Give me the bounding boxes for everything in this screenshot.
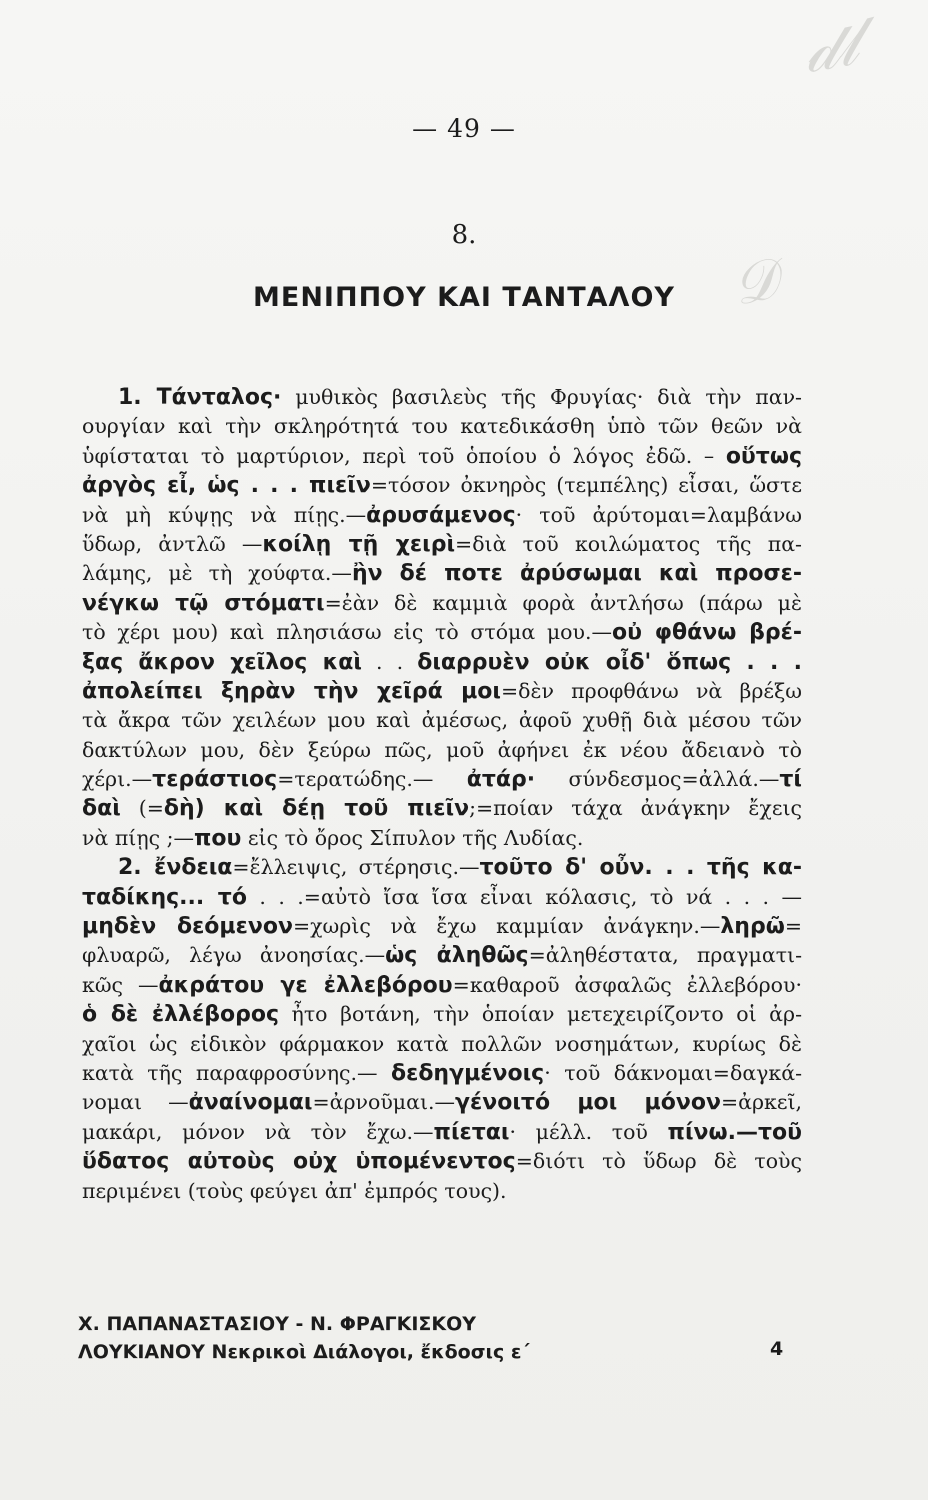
lemma-term: ξας ἄκρον χεῖλος καὶ — [82, 649, 362, 675]
commentary-text — [82, 383, 802, 1206]
gloss-text: =διὰ τοῦ κοιλώματος τῆς πα- — [455, 531, 802, 556]
gloss-text: =τερατώδης.— — [277, 767, 467, 792]
gloss-text: · μέλλ. τοῦ — [509, 1119, 668, 1144]
text-line — [82, 971, 802, 1000]
gloss-text: χαῖοι ὡς εἰδικὸν φάρμακον κατὰ πολλῶν νοσημάτων, κυρίως δὲ — [82, 1031, 802, 1056]
gloss-text: κῶς — — [82, 972, 159, 997]
lemma-term: δαὶ — [82, 796, 121, 822]
text-line — [82, 1088, 802, 1117]
text-line — [82, 1059, 802, 1088]
text-line — [82, 794, 802, 823]
gloss-text: ;=ποίαν τάχα ἀνάγκην ἔχεις — [469, 796, 802, 821]
lemma-term: ἀργὸς εἶ, ὡς . . . πιεῖν — [82, 473, 371, 499]
gloss-text: ουργίαν καὶ τὴν σκληρότητά του κατεδικάσθη ὑπὸ τῶν θεῶν νὰ — [82, 414, 802, 439]
signature-number: 4 — [770, 1338, 784, 1360]
text-line — [82, 941, 802, 970]
lemma-term: κοίλῃ τῇ χειρὶ — [262, 531, 456, 557]
gloss-text: λάμης, μὲ τὴ χούφτα.— — [82, 561, 352, 586]
text-line — [82, 1030, 802, 1059]
lemma-term: ἀτάρ· — [466, 767, 536, 793]
footer-book-title: ΛΟΥΚΙΑΝΟΥ Νεκρικοὶ Διάλογοι, ἔκδοσις ε΄ — [78, 1341, 530, 1363]
lemma-term: ὁ δὲ ἐλλέβορος — [82, 1002, 279, 1028]
text-line — [82, 589, 802, 618]
text-line — [82, 677, 802, 706]
lemma-term: ἀναίνομαι — [188, 1090, 313, 1116]
text-line — [82, 912, 802, 941]
text-line — [82, 471, 802, 500]
lemma-term: ἀρυσάμενος — [366, 502, 516, 528]
bleed-through-signature: 𝒹𝓁 — [798, 5, 865, 89]
gloss-text: · τοῦ δάκνομαι=δαγκά- — [544, 1060, 802, 1085]
gloss-text: =τόσον ὀκνηρὸς (τεμπέλης) εἶσαι, ὥστε — [370, 473, 802, 498]
lemma-term: δεδηγμένοις — [390, 1060, 545, 1086]
gloss-text: · τοῦ ἀρύτομαι=λαμβάνω — [515, 502, 802, 527]
gloss-text: φλυαρῶ, λέγω ἀνοησίας.— — [82, 943, 386, 968]
bleed-through-mark: 𝒟 — [726, 246, 785, 319]
lemma-term: ἀκράτου γε ἐλλεβόρου — [158, 972, 453, 998]
gloss-text: . . .=αὐτὸ ἴσα ἴσα εἶναι κόλασις, τὸ νά . . . — — [246, 884, 802, 909]
gloss-text: νὰ πίῃς ;— — [82, 825, 195, 850]
lemma-term: τοῦτο δ' οὖν. . . τῆς κα- — [479, 855, 802, 881]
text-line — [82, 412, 802, 441]
lemma-term: ὕδατος αὐτοὺς οὐχ ὑπομένεντος — [82, 1149, 516, 1175]
gloss-text: ἦτο βοτάνη, τὴν ὁποίαν μετεχειρίζοντο οἱ ἀρ- — [279, 1002, 802, 1027]
text-line — [82, 883, 802, 912]
lemma-term: διαρρυὲν οὐκ οἶδ' ὅπως . . . — [417, 649, 802, 675]
gloss-text: ὕδωρ, ἀντλῶ — — [82, 531, 263, 556]
text-line — [82, 648, 802, 677]
gloss-text: =ἀρνοῦμαι.— — [312, 1090, 455, 1115]
gloss-text: χέρι.— — [82, 767, 153, 792]
gloss-text: =ἔλλειψις, στέρησις.— — [232, 855, 480, 880]
text-line — [82, 853, 802, 882]
lemma-term: ὡς ἀληθῶς — [385, 943, 529, 969]
gloss-text: =ἀρκεῖ, — [720, 1090, 802, 1115]
gloss-text: σύνδεσμος=ἀλλά.— — [535, 767, 780, 792]
lemma-term: οὕτως — [725, 443, 802, 469]
text-line — [82, 824, 802, 853]
gloss-text: = — [784, 914, 802, 939]
text-line — [82, 1147, 802, 1176]
gloss-text: μακάρι, μόνον νὰ τὸν ἔχω.— — [82, 1119, 434, 1144]
lemma-term: μηδὲν δεόμενον — [82, 914, 293, 940]
page-number: — 49 — — [412, 114, 516, 143]
text-line — [82, 736, 802, 765]
lemma-term: δὴ) καὶ δέῃ τοῦ πιεῖν — [163, 796, 470, 822]
text-line — [82, 765, 802, 794]
gloss-text: κατὰ τῆς παραφροσύνης.— — [82, 1060, 391, 1085]
text-line — [82, 501, 802, 530]
gloss-text: =καθαροῦ ἀσφαλῶς ἐλλεβόρου· — [452, 972, 802, 997]
gloss-text: τὸ χέρι μου) καὶ πλησιάσω εἰς τὸ στόμα μου.— — [82, 620, 612, 645]
lemma-term: οὐ φθάνω βρέ- — [612, 620, 802, 646]
lemma-term: τί — [779, 767, 802, 793]
lemma-term: νέγκω τῷ στόματι — [82, 590, 325, 616]
text-line — [82, 1118, 802, 1147]
gloss-text: =ἐὰν δὲ καμμιὰ φορὰ ἀντλήσω (πάρω μὲ — [324, 590, 802, 615]
text-line — [82, 618, 802, 647]
lemma-term: τεράστιος — [152, 767, 278, 793]
lemma-term: ἀπολείπει ξηρὰν τὴν χεῖρά μοι — [82, 678, 501, 704]
text-line — [82, 559, 802, 588]
gloss-text: εἰς τὸ ὄρος Σίπυλον τῆς Λυδίας. — [241, 825, 584, 850]
lemma-term: ταδίκης... τό — [82, 884, 247, 910]
lemma-term: γένοιτό μοι μόνον — [455, 1090, 721, 1116]
footer-authors: Χ. ΠΑΠΑΝΑΣΤΑΣΙΟΥ - Ν. ΦΡΑΓΚΙΣΚΟΥ — [78, 1313, 477, 1335]
text-line — [82, 1177, 802, 1206]
gloss-text: ὑφίσταται τὸ μαρτύριον, περὶ τοῦ ὁποίου ὁ λόγος ἐδῶ. – — [82, 443, 726, 468]
section-number: 8. — [451, 220, 477, 250]
gloss-text: (= — [120, 796, 164, 821]
gloss-text: =διότι τὸ ὕδωρ δὲ τοὺς — [515, 1149, 802, 1174]
gloss-text: =ἀληθέστατα, πραγματι- — [528, 943, 802, 968]
lemma-term: πίνω.—τοῦ — [667, 1119, 802, 1145]
lemma-term: ληρῶ — [720, 914, 785, 940]
lemma-term: 1. Τάνταλος· — [118, 385, 282, 410]
gloss-text: τὰ ἄκρα τῶν χειλέων μου καὶ ἀμέσως, ἀφοῦ χυθῇ διὰ μέσου τῶν — [82, 708, 802, 733]
gloss-text: μυθικὸς βασιλεὺς τῆς Φρυγίας· διὰ τὴν παν- — [281, 385, 802, 409]
text-line — [82, 530, 802, 559]
text-line — [82, 1000, 802, 1029]
dialogue-title: ΜΕΝΙΠΠΟΥ ΚΑΙ ΤΑΝΤΑΛΟΥ — [253, 282, 675, 313]
gloss-text: νομαι — — [82, 1090, 189, 1115]
lemma-term: πίεται — [433, 1119, 510, 1145]
text-line — [82, 442, 802, 471]
gloss-text: . . — [361, 649, 418, 674]
gloss-text: δακτύλων μου, δὲν ξεύρω πῶς, μοῦ ἀφήνει ἐκ νέου ἄδειανὸ τὸ — [82, 737, 802, 762]
text-line — [82, 383, 802, 412]
lemma-term: 2. ἔνδεια — [118, 855, 233, 881]
gloss-text: νὰ μὴ κύψῃς νὰ πίῃς.— — [82, 502, 367, 527]
gloss-text: περιμένει (τοὺς φεύγει ἀπ' ἐμπρός τους). — [82, 1178, 507, 1203]
lemma-term: ἢν δέ ποτε ἀρύσωμαι καὶ προσε- — [351, 561, 802, 587]
printer-footer — [78, 1310, 768, 1366]
gloss-text: =χωρὶς νὰ ἔχω καμμίαν ἀνάγκην.— — [292, 914, 721, 939]
gloss-text: =δὲν προφθάνω νὰ βρέξω — [500, 678, 802, 703]
lemma-term: που — [194, 825, 242, 851]
text-line — [82, 706, 802, 735]
